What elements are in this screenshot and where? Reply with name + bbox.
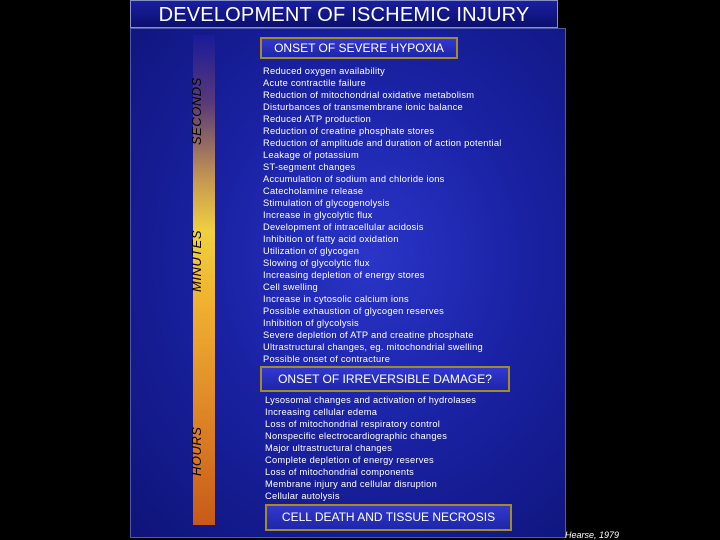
event-item: Reduced ATP production bbox=[263, 114, 372, 124]
event-item: Disturbances of transmembrane ionic balance bbox=[263, 102, 463, 112]
event-item: Catecholamine release bbox=[263, 186, 364, 196]
event-item: Reduced oxygen availability bbox=[263, 66, 385, 76]
event-item: Major ultrastructural changes bbox=[265, 443, 393, 453]
event-item: Complete depletion of energy reserves bbox=[265, 455, 434, 465]
event-item: Slowing of glycolytic flux bbox=[263, 258, 370, 268]
citation-credit: Hearse, 1979 bbox=[565, 530, 620, 540]
stage-box-onset-hypoxia: ONSET OF SEVERE HYPOXIA bbox=[260, 37, 458, 59]
event-item: Ultrastructural changes, eg. mitochondrial swelling bbox=[263, 342, 483, 352]
event-item: Inhibition of glycolysis bbox=[263, 318, 359, 328]
event-item: Increase in glycolytic flux bbox=[263, 210, 373, 220]
time-label-hours: HOURS bbox=[189, 426, 204, 476]
event-item: Cell swelling bbox=[263, 282, 318, 292]
event-item: Nonspecific electrocardiographic changes bbox=[265, 431, 448, 441]
event-item: Membrane injury and cellular disruption bbox=[265, 479, 438, 489]
event-item: Possible onset of contracture bbox=[263, 354, 391, 364]
event-item: Reduction of mitochondrial oxidative metabolism bbox=[263, 90, 475, 100]
event-item: Possible exhaustion of glycogen reserves bbox=[263, 306, 445, 316]
event-item: Reduction of creatine phosphate stores bbox=[263, 126, 435, 136]
early-events-list bbox=[263, 65, 502, 365]
event-item: Increasing cellular edema bbox=[265, 407, 378, 417]
event-item: Development of intracellular acidosis bbox=[263, 222, 424, 232]
event-item: Loss of mitochondrial respiratory control bbox=[265, 419, 441, 429]
stage-box-cell-death: CELL DEATH AND TISSUE NECROSIS bbox=[265, 504, 512, 531]
event-item: Leakage of potassium bbox=[263, 150, 359, 160]
event-item: Loss of mitochondrial components bbox=[265, 467, 415, 477]
event-item: Stimulation of glycogenolysis bbox=[263, 198, 390, 208]
slide-title: DEVELOPMENT OF ISCHEMIC INJURY bbox=[130, 0, 558, 28]
event-item: Severe depletion of ATP and creatine phosphate bbox=[263, 330, 474, 340]
event-item: Cellular autolysis bbox=[265, 491, 340, 501]
late-events-list bbox=[265, 394, 476, 502]
event-item: Acute contractile failure bbox=[263, 78, 366, 88]
event-item: Reduction of amplitude and duration of action potential bbox=[263, 138, 502, 148]
time-label-minutes: MINUTES bbox=[189, 230, 204, 292]
event-item: Accumulation of sodium and chloride ions bbox=[263, 174, 445, 184]
time-label-seconds: SECONDS bbox=[189, 77, 204, 145]
event-item: Increasing depletion of energy stores bbox=[263, 270, 425, 280]
stage-box-onset-irreversible: ONSET OF IRREVERSIBLE DAMAGE? bbox=[260, 366, 510, 392]
event-item: Inhibition of fatty acid oxidation bbox=[263, 234, 399, 244]
event-item: Increase in cytosolic calcium ions bbox=[263, 294, 409, 304]
event-item: Utilization of glycogen bbox=[263, 246, 360, 256]
event-item: Lysosomal changes and activation of hydrolases bbox=[265, 395, 477, 405]
event-item: ST-segment changes bbox=[263, 162, 356, 172]
